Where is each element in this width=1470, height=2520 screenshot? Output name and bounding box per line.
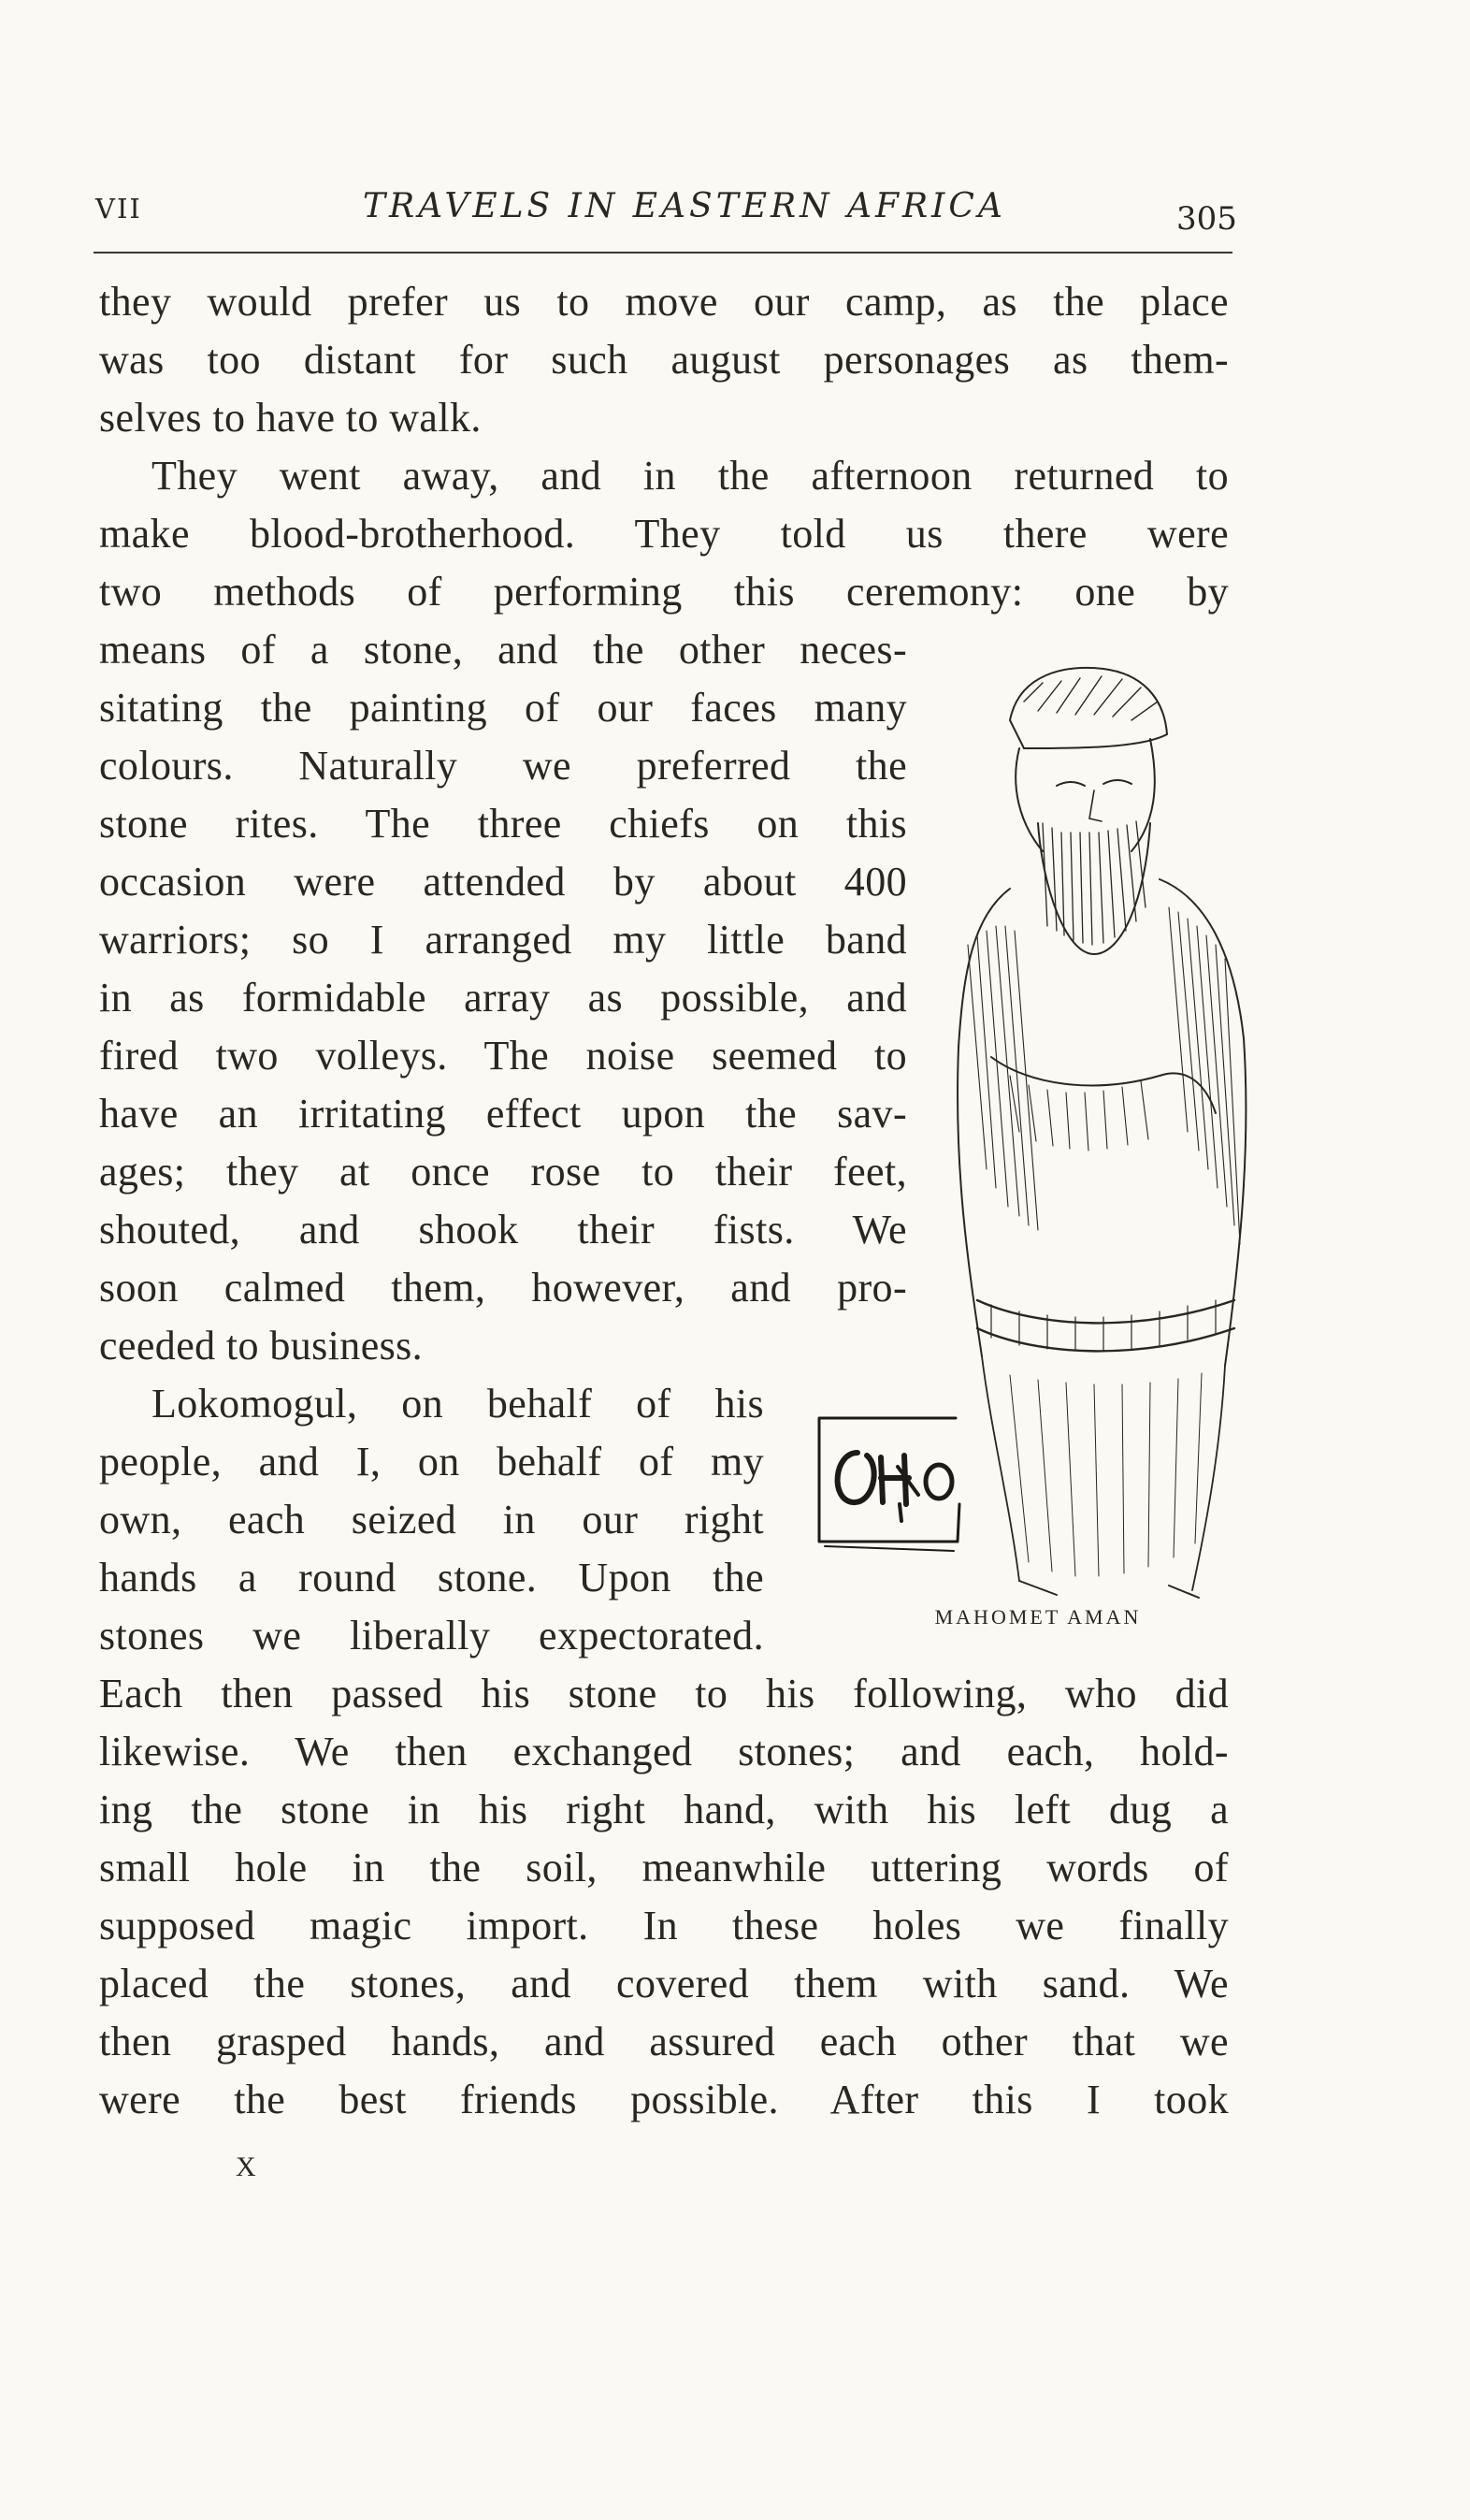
paragraph-first-line: Lokomogul, on behalf of his (151, 1381, 764, 1427)
text-line: was too distant for such august personages as them- (99, 337, 1229, 383)
text-line: sitating the painting of our faces many (99, 685, 907, 731)
text-line: stone rites. The three chiefs on this (99, 801, 907, 847)
text-line: ages; they at once rose to their feet, (99, 1149, 907, 1195)
text-line: stones we liberally expectorated. (99, 1613, 764, 1658)
text-line: were the best friends possible. After this I took (99, 2077, 1229, 2122)
text-line: ing the stone in his right hand, with his left dug a (99, 1787, 1229, 1832)
text-line: people, and I, on behalf of my (99, 1439, 764, 1484)
text-line: placed the stones, and covered them with sand. We (99, 1961, 1229, 2006)
text-line: two methods of performing this ceremony: one by (99, 569, 1229, 615)
text-line: means of a stone, and the other neces- (99, 627, 907, 673)
page-number: 305 (1176, 200, 1237, 238)
text-line: in as formidable array as possible, and (99, 975, 907, 1021)
chapter-number: VII (95, 193, 142, 224)
text-line: fired two volleys. The noise seemed to (99, 1033, 907, 1079)
text-line: occasion were attended by about 400 (99, 859, 907, 905)
text-line: warriors; so I arranged my little band (99, 917, 907, 963)
text-line: ceeded to business. (99, 1323, 424, 1369)
paragraph-first-line: They went away, and in the afternoon returned to (151, 453, 1229, 499)
running-header (94, 187, 1237, 243)
text-line: likewise. We then exchanged stones; and each, hold- (99, 1729, 1229, 1774)
text-line: hands a round stone. Upon the (99, 1555, 764, 1600)
text-line: selves to have to walk. (99, 395, 482, 441)
text-line: supposed magic import. In these holes we finally (99, 1903, 1229, 1948)
text-line: have an irritating effect upon the sav- (99, 1091, 907, 1137)
text-line: shouted, and shook their fists. We (99, 1207, 907, 1253)
text-line: own, each seized in our right (99, 1497, 764, 1542)
illustration-caption: MAHOMET AMAN (934, 1605, 1142, 1629)
header-rule (94, 252, 1232, 253)
signature-mark: X (236, 2151, 256, 2182)
text-line: Each then passed his stone to his following, who did (99, 1671, 1229, 1716)
monogram-signature (815, 1411, 967, 1570)
running-title: TRAVELS IN EASTERN AFRICA (363, 187, 1006, 225)
text-line: then grasped hands, and assured each other that we (99, 2019, 1229, 2064)
text-line: soon calmed them, however, and pro- (99, 1265, 907, 1311)
text-line: colours. Naturally we preferred the (99, 743, 907, 789)
text-line: they would prefer us to move our camp, as the place (99, 279, 1229, 325)
figure-illustration (954, 645, 1253, 1609)
text-line: small hole in the soil, meanwhile uttering words of (99, 1845, 1229, 1890)
text-line: make blood-brotherhood. They told us there were (99, 511, 1229, 557)
